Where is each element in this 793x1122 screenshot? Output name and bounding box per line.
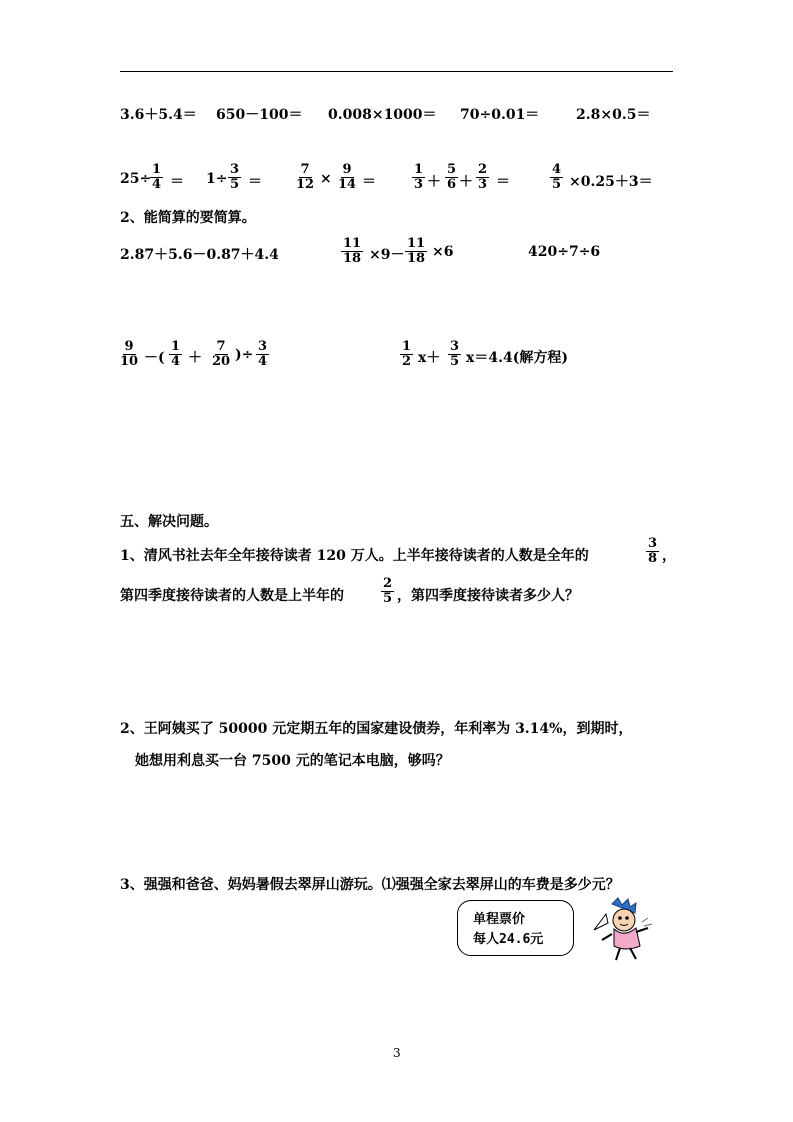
operator: ＋ [427, 174, 441, 190]
cartoon-girl-icon [592, 896, 658, 968]
expr-2-2-post: ＝ [248, 174, 262, 190]
fraction: $\frac{3}{5}$ [230, 162, 240, 192]
section-2-title: 2、能简算的要简算。 [120, 210, 256, 226]
p2-line1: 2、王阿姨买了 50000 元定期五年的国家建设债券，年利率为 3.14%，到期时， [120, 721, 633, 737]
fraction: $\frac{3}{4}$ [258, 339, 268, 369]
problem-2c: 420÷7÷6 [528, 244, 601, 260]
problem-2d-part: ＋ [188, 350, 202, 366]
fraction: $\frac{3}{8}$ [648, 536, 658, 566]
expr-1-3: 0.008×1000＝ [328, 107, 437, 123]
fraction: $\frac{2}{5}$ [383, 576, 393, 606]
fraction: $\frac{11}{18}$ [407, 236, 426, 266]
fraction: $\frac{7}{20}$ [212, 339, 231, 369]
problem-2e-part: x＋ [418, 350, 441, 366]
section-5-title: 五、解决问题。 [120, 514, 218, 530]
problem-2e-part: x＝4.4(解方程) [466, 350, 568, 366]
p1-line2b: ，第四季度接待读者多少人？ [397, 588, 579, 604]
expr-1-5: 2.8×0.5＝ [576, 107, 651, 123]
operator: × [320, 171, 332, 187]
bubble-line-2: 每人24.6元 [473, 932, 544, 947]
fraction: $\frac{5}{6}$ [447, 162, 457, 192]
fraction: $\frac{4}{5}$ [552, 162, 562, 192]
p3-line1: 3、强强和爸爸、妈妈暑假去翠屏山游玩。⑴强强全家去翠屏山的车费是多少元？ [120, 877, 620, 893]
p1-line2: 第四季度接待读者的人数是上半年的 [120, 588, 344, 604]
expr-2-5-post: ×0.25＋3＝ [569, 174, 653, 190]
fraction: $\frac{1}{4}$ [171, 339, 181, 369]
problem-2a: 2.87＋5.6－0.87＋4.4 [120, 247, 279, 263]
fraction: $\frac{9}{14}$ [338, 162, 357, 192]
p2-line2: 她想用利息买一台 7500 元的笔记本电脑，够吗？ [135, 753, 450, 769]
operator: ＋ [459, 174, 473, 190]
fraction: $\frac{9}{10}$ [120, 339, 139, 369]
expr-1-4: 70÷0.01＝ [460, 107, 540, 123]
fraction: $\frac{1}{3}$ [414, 162, 424, 192]
expr-2-2-pre: 1÷ [206, 171, 228, 187]
expr-1-2: 650－100＝ [216, 107, 303, 123]
fraction: $\frac{2}{3}$ [478, 162, 488, 192]
ticket-price-bubble [457, 900, 574, 956]
p1-comma: ， [662, 548, 676, 564]
expr-1-1: 3.6＋5.4＝ [120, 107, 197, 123]
problem-2b-post: ×6 [432, 244, 454, 260]
expr-2-1-pre: 25÷ [120, 171, 152, 187]
bubble-line-1: 单程票价 [473, 912, 526, 927]
problem-2b-mid: ×9－ [369, 247, 405, 263]
p1-line1: 1、清风书社去年全年接待读者 120 万人。上半年接待读者的人数是全年的 [120, 548, 589, 564]
page-number: 3 [393, 1046, 401, 1060]
fraction: $\frac{1}{2}$ [402, 339, 412, 369]
equals: ＝ [496, 174, 510, 190]
fraction: $\frac{7}{12}$ [296, 162, 315, 192]
fraction: $\frac{3}{5}$ [450, 339, 460, 369]
problem-2d-part: －( [144, 350, 165, 366]
equals: ＝ [362, 174, 376, 190]
fraction: $\frac{1}{4}$ [152, 162, 162, 192]
problem-2d-part: )÷ [235, 347, 254, 363]
expr-2-1-post: ＝ [170, 174, 184, 190]
header-rule [120, 71, 673, 72]
fraction: $\frac{11}{18}$ [343, 236, 362, 266]
